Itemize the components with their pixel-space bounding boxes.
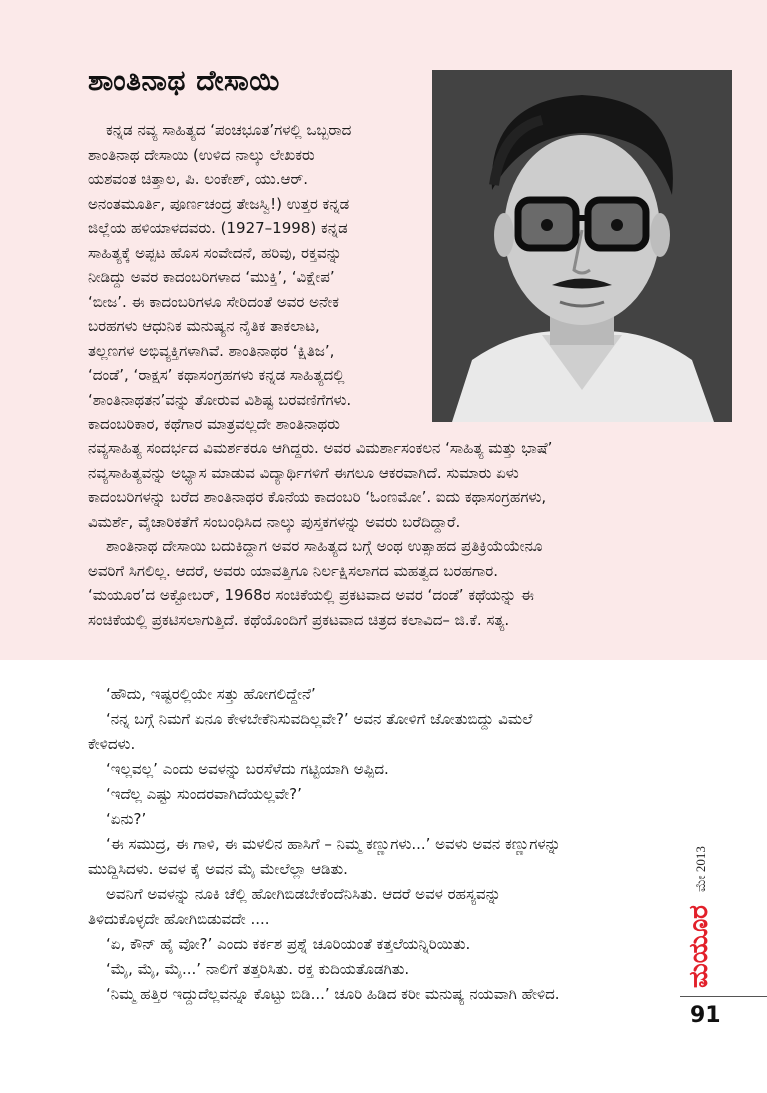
intro-line: ಬರಹಗಳು ಆಧುನಿಕ ಮನುಷ್ಯನ ನೈತಿಕ ತಾಕಲಾಟ,: [88, 317, 320, 335]
intro-line: ವಿಮರ್ಶೆ, ವೈಚಾರಿಕತೆಗೆ ಸಂಬಂಧಿಸಿದ ನಾಲ್ಕು ಪುಸ್ತಕಗಳನ್ನು ಅವರು ಬರೆದಿದ್ದಾರೆ.: [88, 512, 461, 531]
story-line: ‘ನನ್ನ ಬಗ್ಗೆ ನಿಮಗೆ ಏನೂ ಕೇಳಬೇಕೆನಿಸುವದಿಲ್ಲವೇ?’ ಅವನ ತೋಳಿಗೆ ಜೋತುಬಿದ್ದು ವಿಮಲೆ: [106, 710, 533, 728]
intro-line: ‘ಬೀಜ’. ಈ ಕಾದಂಬರಿಗಳೂ ಸೇರಿದಂತೆ ಅವರ ಅನೇಕ: [88, 292, 339, 311]
intro-line: ನವ್ಯಸಾಹಿತ್ಯವನ್ನು ಅಭ್ಯಾಸ ಮಾಡುವ ವಿದ್ಯಾರ್ಥಿಗಳಿಗೆ ಈಗಲೂ ಆಕರವಾಗಿದೆ. ಸುಮಾರು ಏಳು: [88, 463, 519, 482]
intro-line: ಸಾಹಿತ್ಯಕ್ಕೆ ಅಪ್ಪಟ ಹೊಸ ಸಂವೇದನೆ, ಹರಿವು, ರಕ್ತವನ್ನು: [88, 243, 342, 262]
portrait-illustration: [432, 70, 732, 422]
intro-line: ಕಾದಂಬರಿಗಳನ್ನು ಬರೆದ ಶಾಂತಿನಾಥರ ಕೊನೆಯ ಕಾದಂಬರಿ ‘ಓಂಣಮೋ’. ಐದು ಕಥಾಸಂಗ್ರಹಗಳು,: [88, 488, 547, 506]
intro-line: ಕನ್ನಡ ನವ್ಯ ಸಾಹಿತ್ಯದ ‘ಪಂಚಭೂತ’ಗಳಲ್ಲಿ ಒಬ್ಬರಾದ: [106, 121, 352, 139]
magazine-brand-vertical: [683, 810, 717, 990]
intro-paragraph-full: [88, 436, 734, 632]
story-body: [88, 682, 678, 1007]
intro-line: ‘ಮಯೂರ’ದ ಅಕ್ಟೋಬರ್, 1968ರ ಸಂಚಿಕೆಯಲ್ಲಿ ಪ್ರಕಟವಾದ ಅವರ ‘ದಂಡೆ’ ಕಥೆಯನ್ನು ಈ: [88, 586, 534, 604]
intro-line: ಯಶವಂತ ಚಿತ್ತಾಲ, ಪಿ. ಲಂಕೇಶ್, ಯು.ಆರ್.: [88, 170, 309, 188]
intro-line: ಶಾಂತಿನಾಥ ದೇಸಾಯಿ (ಉಳಿದ ನಾಲ್ಕು ಲೇಖಕರು: [88, 145, 315, 164]
intro-line: ಜಿಲ್ಲೆಯ ಹಳಿಯಾಳದವರು. (1927–1998) ಕನ್ನಡ: [88, 219, 348, 237]
story-line: ‘ನಿಮ್ಮ ಹತ್ತಿರ ಇದ್ದುದೆಲ್ಲವನ್ನೂ ಕೊಟ್ಟು ಬಿಡಿ...’ ಚೂರಿ ಹಿಡಿದ ಕರೀ ಮನುಷ್ಯ ನಯವಾಗಿ ಹೇಳಿದ.: [106, 985, 560, 1003]
intro-line: ಸಂಚಿಕೆಯಲ್ಲಿ ಪ್ರಕಟಿಸಲಾಗುತ್ತಿದೆ. ಕಥೆಯೊಂದಿಗೆ ಪ್ರಕಟವಾದ ಚಿತ್ರದ ಕಲಾವಿದ– ಜಿ.ಕೆ. ಸತ್ಯ.: [88, 610, 510, 629]
brand-name: ಮಯೂರ: [683, 905, 713, 988]
intro-line: ನವ್ಯಸಾಹಿತ್ಯ ಸಂದರ್ಭದ ವಿಮರ್ಶಕರೂ ಆಗಿದ್ದರು. ಅವರ ವಿಮರ್ಶಾಸಂಕಲನ ‘ಸಾಹಿತ್ಯ ಮತ್ತು ಭಾಷೆ’: [88, 439, 553, 457]
author-portrait: [432, 70, 732, 422]
story-line: ‘ಈ ಸಮುದ್ರ, ಈ ಗಾಳಿ, ಈ ಮಳಲಿನ ಹಾಸಿಗೆ – ನಿಮ್ಮ ಕಣ್ಣುಗಳು...’ ಅವಳು ಅವನ ಕಣ್ಣುಗಳನ್ನು: [106, 835, 561, 853]
story-line: ‘ಇದೆಲ್ಲ ಎಷ್ಟು ಸುಂದರವಾಗಿದೆಯಲ್ಲವೇ?’: [106, 785, 302, 803]
story-line: ‘ಇಲ್ಲವಲ್ಲ’ ಎಂದು ಅವಳನ್ನು ಬರಸೆಳೆದು ಗಟ್ಟಿಯಾಗಿ ಅಪ್ಪಿದ.: [106, 760, 389, 778]
page-number: 91: [690, 1003, 721, 1028]
story-line: ‘ಮೈ, ಮೈ, ಮೈ...’ ನಾಲಿಗೆ ತತ್ತರಿಸಿತು. ರಕ್ತ ಕುದಿಯತೊಡಗಿತು.: [106, 960, 410, 978]
story-line: ತಿಳಿದುಕೊಳ್ಳದೇ ಹೋಗಿಬಿಡುವದೇ ....: [88, 910, 270, 928]
intro-line: ಕಾದಂಬರಿಕಾರ, ಕಥೆಗಾರ ಮಾತ್ರವಲ್ಲದೇ ಶಾಂತಿನಾಥರು: [88, 415, 340, 433]
intro-line: ‘ಶಾಂತಿನಾಥತನ’ವನ್ನು ತೋರುವ ವಿಶಿಷ್ಟ ಬರವಣಿಗೆಗಳು.: [88, 390, 352, 409]
intro-line: ಅನಂತಮೂರ್ತಿ, ಪೂರ್ಣಚಂದ್ರ ತೇಜಸ್ವಿ!) ಉತ್ತರ ಕನ್ನಡ: [88, 194, 350, 213]
intro-line: ನೀಡಿದ್ದು ಅವರ ಕಾದಂಬರಿಗಳಾದ ‘ಮುಕ್ತಿ’, ‘ವಿಕ್ಷೇಪ’: [88, 268, 335, 286]
intro-line: ‘ದಂಡೆ’, ‘ರಾಕ್ಷಸ’ ಕಥಾಸಂಗ್ರಹಗಳು ಕನ್ನಡ ಸಾಹಿತ್ಯದಲ್ಲಿ: [88, 366, 345, 384]
story-line: ಮುದ್ದಿಸಿದಳು. ಅವಳ ಕೈ ಅವನ ಮೈ ಮೇಲೆಲ್ಲಾ ಆಡಿತು.: [88, 860, 348, 878]
story-line: ‘ಏನು?’: [106, 810, 147, 828]
article-title: ಶಾಂತಿನಾಥ ದೇಸಾಯಿ: [88, 64, 280, 97]
intro-paragraph-wrapped: [88, 118, 420, 437]
footer-rule: [680, 996, 767, 997]
issue-date: ಮೇ 2013: [693, 846, 708, 892]
story-line: ಅವನಿಗೆ ಅವಳನ್ನು ನೂಕಿ ಚೆಲ್ಲಿ ಹೋಗಿಬಿಡಬೇಕೆಂದೆನಿಸಿತು. ಆದರೆ ಅವಳ ರಹಸ್ಯವನ್ನು: [106, 885, 501, 903]
story-line: ‘ಹೌದು, ಇಷ್ಟರಲ್ಲಿಯೇ ಸತ್ತು ಹೋಗಲಿದ್ದೇನೆ’: [106, 685, 316, 703]
story-line: ಕೇಳಿದಳು.: [88, 735, 136, 753]
intro-line: ಶಾಂತಿನಾಥ ದೇಸಾಯಿ ಬದುಕಿದ್ದಾಗ ಅವರ ಸಾಹಿತ್ಯದ ಬಗ್ಗೆ ಅಂಥ ಉತ್ಸಾಹದ ಪ್ರತಿಕ್ರಿಯೆಯೇನೂ: [106, 537, 543, 555]
intro-line: ಅವರಿಗೆ ಸಿಗಲಿಲ್ಲ. ಆದರೆ, ಅವರು ಯಾವತ್ತಿಗೂ ನಿರ್ಲಕ್ಷಿಸಲಾಗದ ಮಹತ್ವದ ಬರಹಗಾರ.: [88, 561, 498, 580]
story-line: ‘ಏ, ಕೌನ್ ಹೈ ವೋ?’ ಎಂದು ಕರ್ಕಶ ಪ್ರಶ್ನೆ ಚೂರಿಯಂತೆ ಕತ್ತಲೆಯನ್ನಿರಿಯಿತು.: [106, 935, 471, 953]
intro-line: ತಲ್ಲಣಗಳ ಅಭಿವ್ಯಕ್ತಿಗಳಾಗಿವೆ. ಶಾಂತಿನಾಥರ ‘ಕ್ಷಿತಿಜ’,: [88, 341, 335, 360]
